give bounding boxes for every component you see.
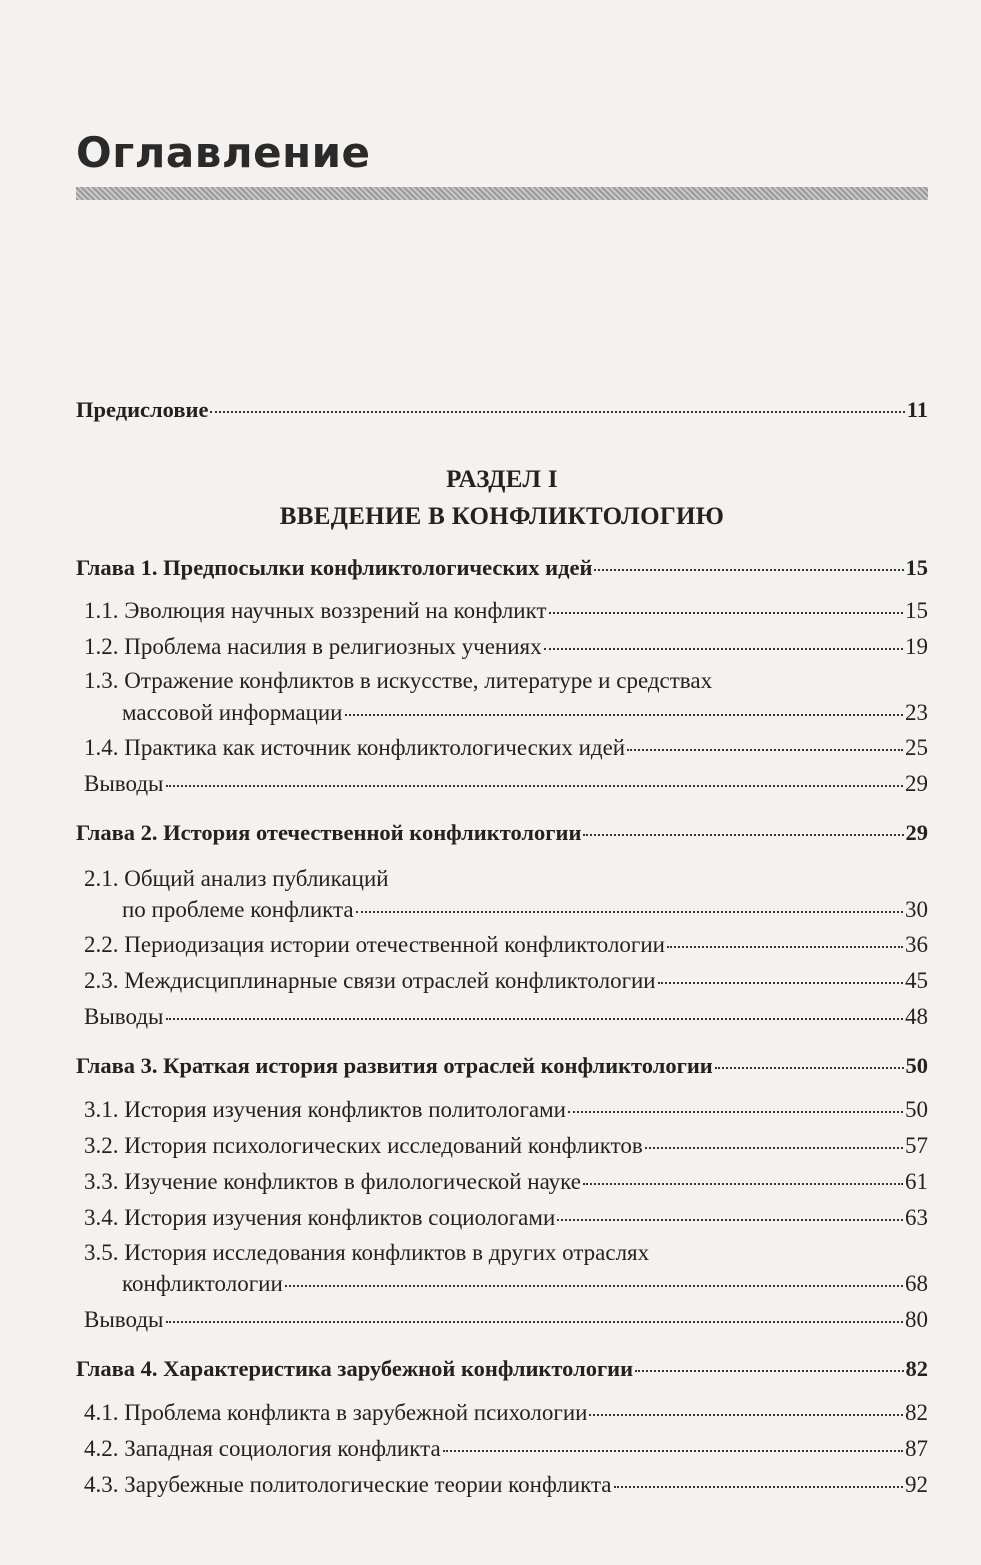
- toc-item-label: конфликтологии: [122, 1271, 283, 1296]
- toc-item-page: 36: [905, 932, 928, 957]
- toc-chapter-4[interactable]: [76, 1352, 928, 1386]
- toc-item-label: Выводы: [84, 771, 164, 796]
- leader-dots: [715, 1067, 904, 1069]
- toc-entry-preface[interactable]: [76, 393, 928, 427]
- toc-item-3-4[interactable]: [84, 1201, 928, 1235]
- chapter-page: 82: [905, 1356, 928, 1381]
- title-rule: [76, 187, 928, 200]
- toc-item-label: 2.3. Междисциплинарные связи отраслей конфликтологии: [84, 968, 656, 993]
- toc-item-1-4[interactable]: [84, 731, 928, 765]
- chapter-title: Глава 2. История отечественной конфликтологии: [76, 820, 582, 845]
- toc-item-label: 2.2. Периодизация истории отечественной конфликтологии: [84, 932, 665, 957]
- toc-item-page: 68: [905, 1271, 928, 1296]
- leader-dots: [658, 982, 903, 984]
- leader-dots: [627, 749, 903, 751]
- leader-dots: [345, 714, 904, 716]
- leader-dots: [443, 1450, 903, 1452]
- toc-item-1-conclusions[interactable]: [84, 767, 928, 801]
- chapter-title: Глава 4. Характеристика зарубежной конфликтологии: [76, 1356, 634, 1381]
- toc-chapter-3[interactable]: [76, 1049, 928, 1083]
- toc-item-label: 3.1. История изучения конфликтов политологами: [84, 1097, 566, 1122]
- leader-dots: [557, 1219, 903, 1221]
- toc-chapter-2[interactable]: [76, 816, 928, 850]
- leader-dots: [356, 911, 903, 913]
- chapter-page: 15: [905, 555, 928, 580]
- section-number: РАЗДЕЛ I: [446, 466, 558, 493]
- toc-item-label: 3.2. История психологических исследований конфликтов: [84, 1133, 643, 1158]
- toc-item-2-conclusions[interactable]: [84, 1000, 928, 1034]
- leader-dots: [166, 785, 904, 787]
- toc-item-label: 4.2. Западная социология конфликта: [84, 1436, 441, 1461]
- toc-item-label: по проблеме конфликта: [122, 897, 354, 922]
- toc-item-1-3[interactable]: [122, 696, 928, 730]
- toc-item-2-2[interactable]: [84, 928, 928, 962]
- leader-dots: [594, 569, 903, 571]
- toc-item-4-3[interactable]: [84, 1468, 928, 1502]
- toc-item-label: 1.2. Проблема насилия в религиозных учениях: [84, 634, 542, 659]
- toc-item-page: 80: [905, 1307, 928, 1332]
- chapter-page: 50: [905, 1053, 928, 1078]
- toc-item-label: массовой информации: [122, 700, 343, 725]
- leader-dots: [635, 1370, 903, 1372]
- toc-item-page: 63: [905, 1205, 928, 1230]
- toc-item-label: Выводы: [84, 1004, 164, 1029]
- toc-item-4-1[interactable]: [84, 1396, 928, 1430]
- toc-item-1-1[interactable]: [84, 594, 928, 628]
- chapter-page: 29: [905, 820, 928, 845]
- leader-dots: [583, 1183, 903, 1185]
- toc-item-page: 45: [905, 968, 928, 993]
- section-title: ВВЕДЕНИЕ В КОНФЛИКТОЛОГИЮ: [279, 503, 725, 530]
- leader-dots: [166, 1321, 904, 1323]
- leader-dots: [210, 411, 904, 413]
- leader-dots: [583, 834, 903, 836]
- leader-dots: [614, 1486, 903, 1488]
- toc-entry-label: Предисловие: [76, 397, 209, 422]
- leader-dots: [544, 648, 903, 650]
- toc-item-page: 48: [905, 1004, 928, 1029]
- toc-item-label: 3.4. История изучения конфликтов социологами: [84, 1205, 556, 1230]
- toc-item-3-1[interactable]: [84, 1093, 928, 1127]
- toc-item-label: Выводы: [84, 1307, 164, 1332]
- toc-chapter-1[interactable]: [76, 551, 928, 585]
- toc-item-page: 23: [905, 700, 928, 725]
- toc-item-page: 29: [905, 771, 928, 796]
- leader-dots: [166, 1018, 904, 1020]
- toc-item-1-3-line1: 1.3. Отражение конфликтов в искусстве, литературе и средствах: [84, 668, 713, 693]
- toc-item-page: 57: [905, 1133, 928, 1158]
- toc-item-label: 3.3. Изучение конфликтов в филологической науке: [84, 1169, 581, 1194]
- toc-item-label: 4.3. Зарубежные политологические теории конфликта: [84, 1472, 612, 1497]
- toc-item-2-1-line1: 2.1. Общий анализ публикаций: [84, 866, 389, 891]
- leader-dots: [589, 1414, 903, 1416]
- leader-dots: [568, 1111, 903, 1113]
- toc-item-2-3[interactable]: [84, 964, 928, 998]
- leader-dots: [285, 1285, 903, 1287]
- toc-item-page: 19: [905, 634, 928, 659]
- toc-item-label: 4.1. Проблема конфликта в зарубежной психологии: [84, 1400, 588, 1425]
- toc-item-label: 1.1. Эволюция научных воззрений на конфликт: [84, 598, 547, 623]
- toc-item-3-5[interactable]: [122, 1267, 928, 1301]
- chapter-title: Глава 3. Краткая история развития отраслей конфликтологии: [76, 1053, 713, 1078]
- toc-item-3-2[interactable]: [84, 1129, 928, 1163]
- toc-item-2-1[interactable]: [122, 893, 928, 927]
- toc-item-page: 25: [905, 735, 928, 760]
- toc-item-page: 92: [905, 1472, 928, 1497]
- leader-dots: [549, 612, 903, 614]
- toc-item-1-2[interactable]: [84, 630, 928, 664]
- toc-item-page: 30: [905, 897, 928, 922]
- chapter-title: Глава 1. Предпосылки конфликтологических идей: [76, 555, 593, 580]
- toc-item-page: 82: [905, 1400, 928, 1425]
- leader-dots: [645, 1147, 903, 1149]
- toc-item-label: 1.4. Практика как источник конфликтологических идей: [84, 735, 626, 760]
- toc-entry-page: 11: [906, 397, 928, 422]
- leader-dots: [667, 946, 903, 948]
- toc-item-page: 50: [905, 1097, 928, 1122]
- toc-item-page: 15: [905, 598, 928, 623]
- page-title: Оглавление: [76, 128, 371, 177]
- toc-item-3-conclusions[interactable]: [84, 1303, 928, 1337]
- toc-item-page: 61: [905, 1169, 928, 1194]
- toc-item-page: 87: [905, 1436, 928, 1461]
- toc-item-3-5-line1: 3.5. История исследования конфликтов в других отраслях: [84, 1240, 650, 1265]
- toc-item-4-2[interactable]: [84, 1432, 928, 1466]
- toc-item-3-3[interactable]: [84, 1165, 928, 1199]
